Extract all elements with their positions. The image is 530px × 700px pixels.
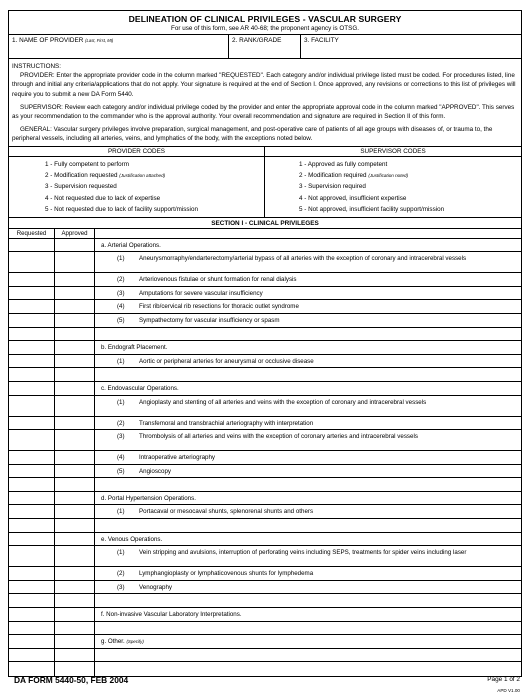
item-number: (3) <box>117 433 125 441</box>
approved-code-cell[interactable] <box>55 649 95 662</box>
requested-code-cell[interactable] <box>9 341 55 354</box>
item-text: Thrombolysis of all arteries and veins with the exception of coronary arteries and intracerebral vessels <box>139 433 418 441</box>
form-header <box>9 11 521 35</box>
privileges-table <box>9 239 521 676</box>
requested-code-cell[interactable] <box>9 622 55 635</box>
form-version: APD V1.00 <box>497 688 520 693</box>
approved-code-cell[interactable] <box>55 635 95 648</box>
privilege-description <box>95 465 521 478</box>
supervisor-instructions: SUPERVISOR: Review each category and/or individual privilege coded by the provider and enter the appropriate approval code in the column marked "APPROVED". This serves as your recommendation to the commander who is the approval authority. Your overall recommendation and signature are required in Section II of this form. <box>12 103 515 121</box>
privilege-description <box>95 567 521 580</box>
requested-code-cell[interactable] <box>9 567 55 580</box>
privilege-category-row <box>9 635 521 649</box>
privilege-description <box>95 662 521 676</box>
requested-code-cell[interactable] <box>9 382 55 395</box>
privilege-description <box>95 594 521 607</box>
blank-row <box>9 478 521 492</box>
requested-code-cell[interactable] <box>9 252 55 272</box>
blank-row <box>9 328 521 342</box>
approved-code-cell[interactable] <box>55 417 95 430</box>
requested-code-cell[interactable] <box>9 505 55 518</box>
provider-codes-list <box>9 157 264 217</box>
approved-code-cell[interactable] <box>55 594 95 607</box>
privilege-category-row <box>9 239 521 253</box>
item-text: Angioscopy <box>139 467 171 475</box>
approved-code-cell[interactable] <box>55 430 95 450</box>
privilege-description <box>95 314 521 327</box>
privilege-description <box>95 430 521 450</box>
category-label: d. Portal Hypertension Operations. <box>101 494 196 502</box>
requested-code-cell[interactable] <box>9 314 55 327</box>
provider-name-field[interactable] <box>9 35 229 58</box>
blank-row <box>9 622 521 636</box>
item-number: (1) <box>117 357 125 365</box>
privilege-item-row <box>9 567 521 581</box>
provider-name-label: 1. NAME OF PROVIDER <box>12 37 84 44</box>
privilege-description <box>95 341 521 354</box>
requested-code-cell[interactable] <box>9 451 55 464</box>
approved-code-cell[interactable] <box>55 328 95 341</box>
instructions-heading: INSTRUCTIONS: <box>12 63 61 70</box>
item-text: Vein stripping and avulsions, interruption of perforating veins including SEPS, treatments for spider veins including laser <box>139 549 467 557</box>
provider-code-item: 3 - Supervision requested <box>45 183 117 191</box>
item-text: Amputations for severe vascular insufficiency <box>139 289 263 297</box>
item-number: (4) <box>117 303 125 311</box>
blank-row <box>9 519 521 533</box>
privilege-description <box>95 355 521 368</box>
general-instructions: GENERAL: Vascular surgery privileges involve preparation, surgical management, and post-operative care of patients of all age groups with diseases of, or trauma to, the peripheral vessels, including all arteries, veins, and lymphatics of the body, with the exceptions noted below. <box>12 126 493 143</box>
requested-code-cell[interactable] <box>9 355 55 368</box>
requested-code-cell[interactable] <box>9 519 55 532</box>
category-label: a. Arterial Operations. <box>101 241 161 249</box>
privilege-description <box>95 546 521 566</box>
supervisor-codes-list <box>265 157 521 217</box>
item-text: Aortic or peripheral arteries for aneurysmal or occlusive disease <box>139 357 314 365</box>
provider-code-item: 4 - Not requested due to lack of expertise <box>45 194 161 202</box>
codes-table <box>9 147 521 218</box>
privilege-item-row <box>9 546 521 567</box>
provider-name-note: (Last, First, MI) <box>85 38 114 43</box>
approved-code-cell[interactable] <box>55 622 95 635</box>
facility-label: 3. FACILITY <box>304 37 339 44</box>
privilege-description <box>95 273 521 286</box>
requested-code-cell[interactable] <box>9 478 55 491</box>
requested-code-cell[interactable] <box>9 368 55 381</box>
identification-row <box>9 35 521 59</box>
requested-code-cell[interactable] <box>9 465 55 478</box>
item-text: Intraoperative arteriography <box>139 454 216 462</box>
approved-code-cell[interactable] <box>55 368 95 381</box>
approved-code-cell[interactable] <box>55 533 95 546</box>
blank-row <box>9 368 521 382</box>
privilege-description <box>95 300 521 313</box>
privilege-description <box>95 328 521 341</box>
approved-code-cell[interactable] <box>55 300 95 313</box>
item-number: (1) <box>117 398 125 406</box>
approved-code-cell[interactable] <box>55 287 95 300</box>
requested-code-cell[interactable] <box>9 594 55 607</box>
approved-code-cell[interactable] <box>55 465 95 478</box>
item-number: (1) <box>117 508 125 516</box>
item-text: Transfemoral and transbrachial arteriography with interpretation <box>139 419 314 427</box>
privilege-description <box>95 622 521 635</box>
supervisor-code-item: 5 - Not approved, insufficient facility support/mission <box>299 206 445 214</box>
requested-code-cell[interactable] <box>9 287 55 300</box>
form-title: DELINEATION OF CLINICAL PRIVILEGES - VASCULAR SURGERY <box>128 14 402 24</box>
requested-code-cell[interactable] <box>9 635 55 648</box>
privilege-description <box>95 533 521 546</box>
provider-codes <box>9 147 265 217</box>
category-label: e. Venous Operations. <box>101 535 163 543</box>
requested-code-cell[interactable] <box>9 430 55 450</box>
category-label: c. Endovascular Operations. <box>101 384 179 392</box>
approved-code-cell[interactable] <box>55 581 95 594</box>
section-1-heading: SECTION I - CLINICAL PRIVILEGES <box>9 218 521 229</box>
privilege-item-row <box>9 451 521 465</box>
requested-code-cell[interactable] <box>9 273 55 286</box>
instructions-block <box>9 59 521 147</box>
approved-code-cell[interactable] <box>55 252 95 272</box>
item-text: Portacaval or mesocaval shunts, splenorenal shunts and others <box>139 508 314 516</box>
privilege-item-row <box>9 430 521 451</box>
item-text: Angioplasty and stenting of all arteries and veins with the exception of coronary and intracerebral vessels <box>139 398 427 406</box>
approved-code-cell[interactable] <box>55 505 95 518</box>
privilege-description <box>95 581 521 594</box>
requested-code-cell[interactable] <box>9 608 55 621</box>
approved-column-header: Approved <box>55 229 95 238</box>
supervisor-code-item: 2 - Modification required (Justification noted) <box>299 172 409 180</box>
item-number: (3) <box>117 583 125 591</box>
item-text: Venography <box>139 583 173 591</box>
approved-code-cell[interactable] <box>55 355 95 368</box>
approved-code-cell[interactable] <box>55 546 95 566</box>
item-number: (1) <box>117 255 125 263</box>
approved-code-cell[interactable] <box>55 451 95 464</box>
provider-code-item: 5 - Not requested due to lack of facility support/mission <box>45 206 198 214</box>
supervisor-code-item: 1 - Approved as fully competent <box>299 160 388 168</box>
category-label: g. Other. (Specify) <box>101 638 144 646</box>
privilege-description <box>95 492 521 505</box>
blank-row <box>9 662 521 676</box>
privilege-description <box>95 396 521 416</box>
privilege-description <box>95 239 521 252</box>
item-number: (4) <box>117 454 125 462</box>
approved-code-cell[interactable] <box>55 396 95 416</box>
item-number: (2) <box>117 570 125 578</box>
requested-column-header: Requested <box>9 229 55 238</box>
approved-code-cell[interactable] <box>55 239 95 252</box>
privilege-description <box>95 368 521 381</box>
privilege-category-row <box>9 341 521 355</box>
requested-code-cell[interactable] <box>9 546 55 566</box>
privilege-description <box>95 608 521 621</box>
approved-code-cell[interactable] <box>55 662 95 676</box>
item-number: (5) <box>117 316 125 324</box>
approved-code-cell[interactable] <box>55 478 95 491</box>
privilege-category-row <box>9 608 521 622</box>
privilege-item-row <box>9 273 521 287</box>
page-number: Page 1 of 2 <box>487 676 520 683</box>
supervisor-codes <box>265 147 521 217</box>
requested-code-cell[interactable] <box>9 328 55 341</box>
privilege-item-row <box>9 287 521 301</box>
item-number: (2) <box>117 276 125 284</box>
provider-codes-heading: PROVIDER CODES <box>9 147 264 157</box>
privilege-category-row <box>9 492 521 506</box>
privilege-description <box>95 287 521 300</box>
item-text: Lymphangioplasty or lymphaticovenous shunts for lymphedema <box>139 570 314 578</box>
provider-code-item: 2 - Modification requested (Justification attached) <box>45 172 166 180</box>
item-text: Aneurysmorraphy/endarterectomy/arterial bypass of all arteries with the exception of coronary and intracerebral vessels <box>139 255 467 263</box>
privileges-form <box>8 10 522 677</box>
item-number: (2) <box>117 419 125 427</box>
privilege-item-row <box>9 417 521 431</box>
privilege-description <box>95 252 521 272</box>
form-number: DA FORM 5440-50, FEB 2004 <box>14 675 129 685</box>
approved-code-cell[interactable] <box>55 608 95 621</box>
approved-code-cell[interactable] <box>55 567 95 580</box>
privilege-category-row <box>9 382 521 396</box>
provider-code-item: 1 - Fully competent to perform <box>45 160 129 168</box>
privilege-item-row <box>9 300 521 314</box>
requested-code-cell[interactable] <box>9 239 55 252</box>
privilege-description <box>95 519 521 532</box>
privilege-description <box>95 649 521 662</box>
privilege-item-row <box>9 505 521 519</box>
provider-instructions: PROVIDER: Enter the appropriate provider code in the column marked "REQUESTED". Each category and/or individual privilege listed must be coded. For procedures listed, line through and initial any criteria/applications that do not apply. Your signature is required at the end of Section I. Once approved, any revisions or corrections to this list of privileges will require you to submit a new DA Form 5440. <box>12 72 516 98</box>
privilege-item-row <box>9 396 521 417</box>
privilege-description <box>95 478 521 491</box>
privilege-description <box>95 417 521 430</box>
form-subtitle: For use of this form, see AR 40-68; the proponent agency is OTSG. <box>171 25 359 32</box>
approved-code-cell[interactable] <box>55 341 95 354</box>
approved-code-cell[interactable] <box>55 519 95 532</box>
privilege-item-row <box>9 252 521 273</box>
category-label: f. Non-invasive Vascular Laboratory Interpretations. <box>101 611 242 619</box>
requested-code-cell[interactable] <box>9 649 55 662</box>
requested-code-cell[interactable] <box>9 662 55 676</box>
blank-row <box>9 594 521 608</box>
facility-field[interactable] <box>301 35 521 58</box>
privilege-item-row <box>9 581 521 595</box>
privilege-description <box>95 451 521 464</box>
approved-code-cell[interactable] <box>55 273 95 286</box>
privilege-description <box>95 505 521 518</box>
item-text: Arteriovenous fistulae or shunt formation for renal dialysis <box>139 276 297 284</box>
requested-code-cell[interactable] <box>9 300 55 313</box>
item-number: (5) <box>117 467 125 475</box>
item-text: Sympathectomy for vascular insufficiency or spasm <box>139 316 280 324</box>
privilege-description <box>95 382 521 395</box>
requested-code-cell[interactable] <box>9 492 55 505</box>
requested-code-cell[interactable] <box>9 417 55 430</box>
rank-grade-field[interactable] <box>229 35 301 58</box>
item-text: First rib/cervical rib resections for thoracic outlet syndrome <box>139 303 299 311</box>
approved-code-cell[interactable] <box>55 382 95 395</box>
privilege-description <box>95 635 521 648</box>
privilege-item-row <box>9 355 521 369</box>
requested-code-cell[interactable] <box>9 581 55 594</box>
supervisor-code-item: 4 - Not approved, insufficient expertise <box>299 194 407 202</box>
requested-code-cell[interactable] <box>9 533 55 546</box>
item-number: (1) <box>117 549 125 557</box>
item-number: (3) <box>117 289 125 297</box>
category-label: b. Endograft Placement. <box>101 344 168 352</box>
approved-code-cell[interactable] <box>55 314 95 327</box>
privileges-column-headers <box>9 229 521 239</box>
supervisor-code-item: 3 - Supervision required <box>299 183 366 191</box>
privilege-item-row <box>9 314 521 328</box>
requested-code-cell[interactable] <box>9 396 55 416</box>
blank-row <box>9 649 521 663</box>
privilege-category-row <box>9 533 521 547</box>
supervisor-codes-heading: SUPERVISOR CODES <box>265 147 521 157</box>
approved-code-cell[interactable] <box>55 492 95 505</box>
rank-grade-label: 2. RANK/GRADE <box>232 37 282 44</box>
privilege-item-row <box>9 465 521 479</box>
